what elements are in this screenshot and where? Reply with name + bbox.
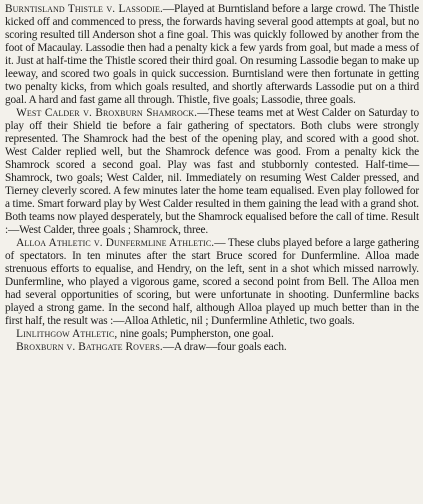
match-heading: Broxburn v. Bathgate Rovers.: [16, 341, 163, 353]
match-heading: Linlithgow Athletic,: [16, 328, 118, 340]
match-report-broxburn: [5, 341, 419, 354]
match-report-burntisland: [5, 3, 419, 107]
match-heading: Burntisland Thistle v. Lassodie.: [5, 3, 163, 15]
match-report-linlithgow: [5, 328, 419, 341]
match-text: —A draw—four goals each.: [162, 341, 287, 353]
match-heading: West Calder v. Broxburn Shamrock.: [16, 107, 198, 119]
match-text: — These clubs played before a large gathering of spectators. In ten minutes after the start Bruce scored for Dunfermline. Alloa made strenuous efforts to equalise, and Hendry, on the left, sent in a shot which missed narrowly. Dunfermline, who played a vigorous game, scored a second point from Bell. The Alloa men had several opportunities of scoring, but were unfortunate in shooting. Dunfermline backs played a strong game. In the second half, although Alloa played up much better than in the first half, the result was :—Alloa Athletic, nil ; Dunfermline Athletic, two goals.: [5, 237, 419, 327]
match-text: —These teams met at West Calder on Saturday to play off their Shield tie before a fair gathering of spectators. Both clubs were strongly represented. The Shamrock had the best of the opening play, and scored with a good shot. West Calder replied well, but the Shamrock defence was good. From a penalty kick the Shamrock scored a second goal. Play was fast and stubbornly contested. Half-time—Shamrock, two goals; West Calder, nil. Immediately on resuming West Calder pressed, and Tierney cleverly scored. A few minutes later the home team equalised. Even play followed for a time. Smart forward play by West Calder resulted in them gaining the lead with a grand shot. Both teams now played desperately, but the Shamrock equalised before the call of time. Result :—West Calder, three goals ; Shamrock, three.: [5, 107, 419, 236]
match-report-west-calder: [5, 107, 419, 237]
match-report-alloa: [5, 237, 419, 328]
match-heading: Alloa Athletic v. Dunfermline Athletic.: [16, 237, 215, 249]
match-text: nine goals; Pumpherston, one goal.: [120, 328, 274, 340]
match-text: —Played at Burntisland before a large crowd. The Thistle kicked off and commenced to press, the forwards having several good attempts at goal, but no scoring resulted till Anderson shot a fine goal. This was quickly followed by another from the foot of Macaulay. Lassodie then had a penalty kick a few yards from goal, but made a mess of it. Just at half-time the Thistle scored their third goal. On resuming Lassodie began to make up leeway, and scored two goals in quick succession. Burntisland were then fortunate in getting two penalty kicks, from which goals resulted, and shortly afterwards Lassodie put on a third goal. A hard and fast game all through. Thistle, five goals; Lassodie, three goals.: [5, 3, 419, 106]
